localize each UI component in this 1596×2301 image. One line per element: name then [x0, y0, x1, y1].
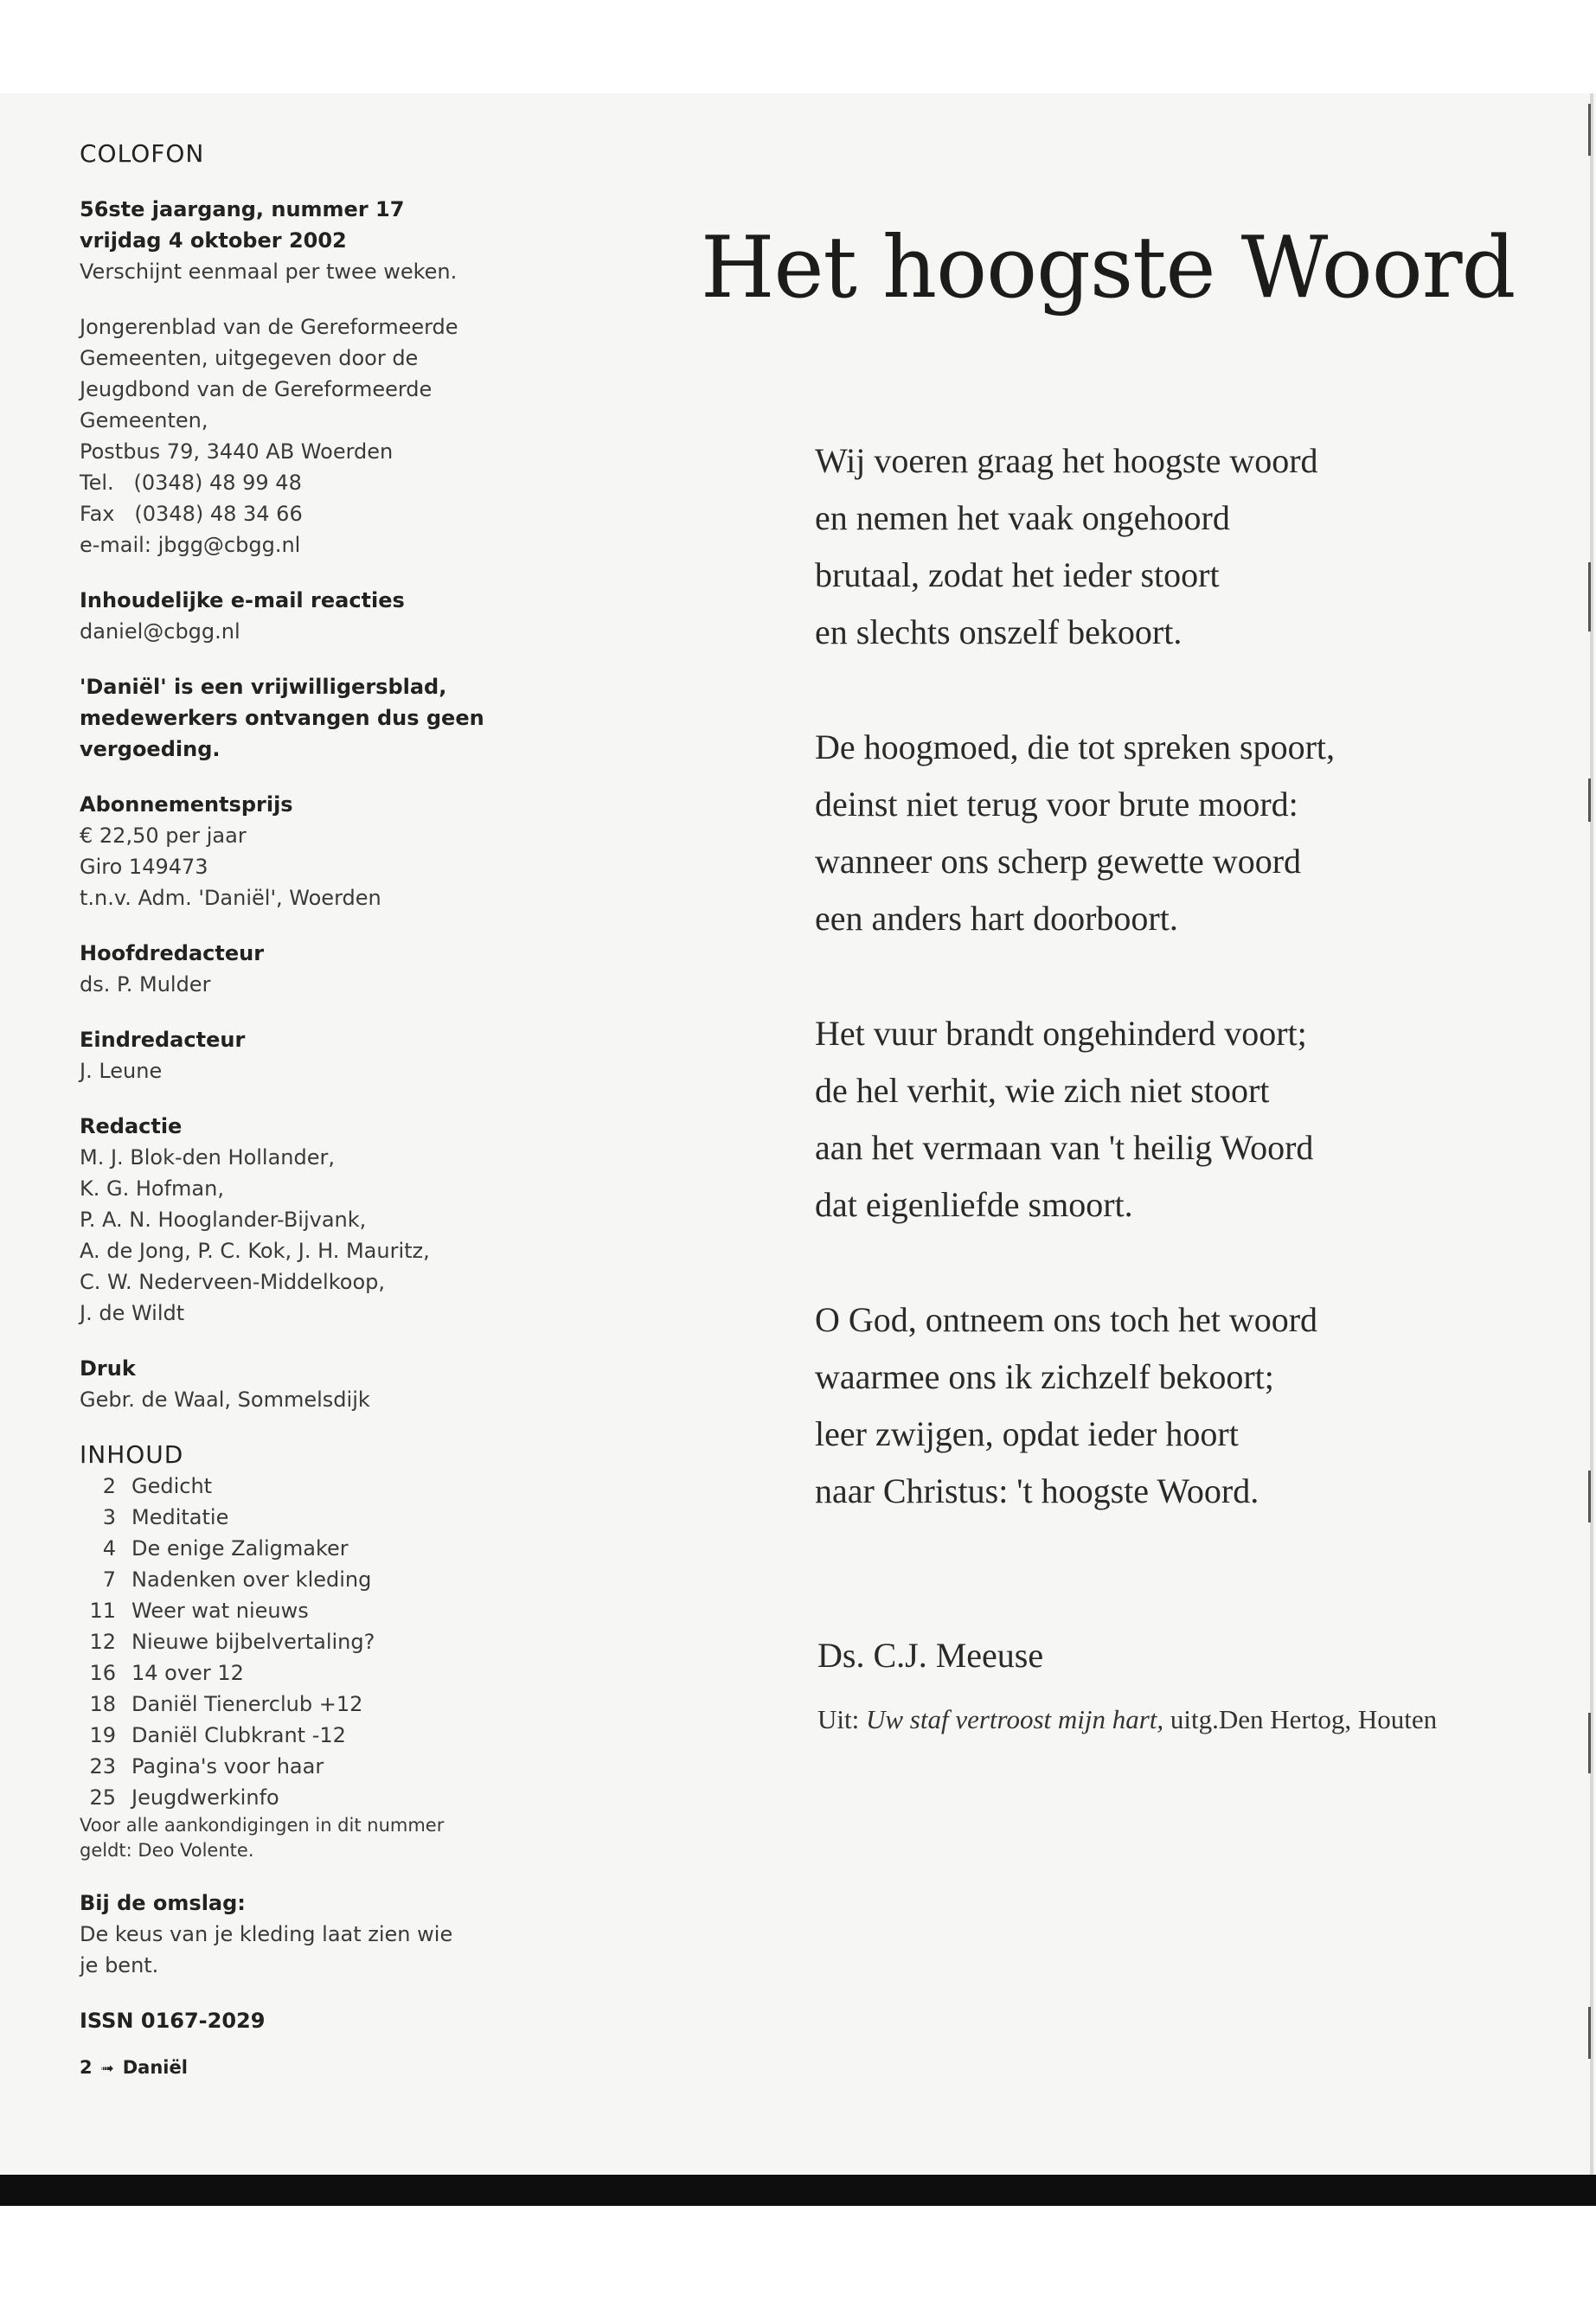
toc-item [80, 1720, 495, 1751]
subscription-account: t.n.v. Adm. 'Daniël', Woerden [80, 886, 381, 910]
phone: Tel. (0348) 48 99 48 [80, 471, 302, 495]
stanza [815, 433, 1524, 661]
publisher-line: Jongerenblad van de Gereformeerde [80, 315, 458, 339]
cover-label: Bij de omslag: [80, 1891, 246, 1915]
toc-title: Jeugdwerkinfo [131, 1785, 279, 1810]
toc-page: 3 [102, 1505, 116, 1529]
contents-note: geldt: Deo Volente. [80, 1840, 254, 1861]
issn: ISSN 0167-2029 [80, 2009, 266, 2033]
edge-mark [1588, 779, 1591, 822]
edge-mark [1588, 2007, 1591, 2059]
source-prefix: Uit: [817, 1704, 860, 1734]
verse: leer zwijgen, opdat ieder hoort [815, 1414, 1239, 1453]
verse: De hoogmoed, die tot spreken spoort, [815, 727, 1335, 766]
editorial-line: J. de Wildt [80, 1301, 185, 1325]
source-suffix: uitg.Den Hertog, Houten [1170, 1704, 1438, 1734]
volunteer-note [80, 671, 495, 765]
volunteer-line: 'Daniël' is een vrijwilligersblad, [80, 675, 447, 699]
toc-page: 2 [102, 1474, 116, 1498]
frequency: Verschijnt eenmaal per twee weken. [80, 260, 458, 284]
verse: een anders hart doorboort. [815, 899, 1178, 938]
page-footer [80, 2052, 495, 2085]
print-value: Gebr. de Waal, Sommelsdijk [80, 1388, 370, 1412]
toc-title: De enige Zaligmaker [131, 1536, 349, 1561]
toc-title: Nadenken over kleding [131, 1567, 372, 1592]
edge-mark [1588, 104, 1591, 156]
source-title: Uw staf vertroost mijn hart, [865, 1704, 1164, 1734]
volunteer-line: medewerkers ontvangen dus geen [80, 706, 484, 730]
verse: en nemen het vaak ongehoord [815, 498, 1230, 537]
edge-mark [1588, 1713, 1591, 1773]
page-edge [1590, 93, 1593, 2175]
toc-title: Meditatie [131, 1505, 229, 1529]
toc-page: 18 [89, 1692, 116, 1716]
email: e-mail: jbgg@cbgg.nl [80, 533, 301, 557]
fax: Fax (0348) 48 34 66 [80, 502, 303, 526]
toc-page: 11 [89, 1599, 116, 1623]
verse: dat eigenliefde smoort. [815, 1185, 1133, 1224]
toc-page: 23 [89, 1754, 116, 1779]
verse: deinst niet terug voor brute moord: [815, 785, 1298, 824]
print-label: Druk [80, 1356, 136, 1381]
edge-mark [1588, 1471, 1591, 1522]
final-editor-value: J. Leune [80, 1059, 163, 1083]
toc-item [80, 1751, 495, 1782]
chief-editor-label: Hoofdredacteur [80, 941, 265, 965]
toc-page: 25 [89, 1785, 116, 1810]
contents-note: Voor alle aankondigingen in dit nummer [80, 1815, 445, 1836]
toc-page: 12 [89, 1630, 116, 1654]
toc-page: 7 [102, 1567, 116, 1592]
bottom-margin [0, 2206, 1596, 2301]
postal-address: Postbus 79, 3440 AB Woerden [80, 439, 394, 464]
issue-date: vrijdag 4 oktober 2002 [80, 228, 347, 253]
cover-line: je bent. [80, 1953, 159, 1977]
verse: Wij voeren graag het hoogste woord [815, 441, 1318, 480]
verse: O God, ontneem ons toch het woord [815, 1300, 1318, 1339]
chief-editor-value: ds. P. Mulder [80, 972, 211, 997]
stanza [815, 1292, 1524, 1520]
editorial-line: A. de Jong, P. C. Kok, J. H. Mauritz, [80, 1239, 430, 1263]
issue-block [80, 194, 495, 287]
email-reactions-label: Inhoudelijke e-mail reacties [80, 588, 405, 612]
final-editor-label: Eindredacteur [80, 1028, 246, 1052]
toc-title: Daniël Clubkrant -12 [131, 1723, 346, 1747]
toc-item [80, 1595, 495, 1626]
stanza [815, 719, 1524, 947]
toc-title: Pagina's voor haar [131, 1754, 324, 1779]
print-block [80, 1353, 495, 1415]
toc-title: Weer wat nieuws [131, 1599, 309, 1623]
toc-item [80, 1471, 495, 1502]
stanza [815, 1005, 1524, 1234]
verse: waarmee ons ik zichzelf bekoort; [815, 1357, 1274, 1396]
poem-source [817, 1704, 1437, 1735]
toc-title: 14 over 12 [131, 1661, 244, 1685]
publisher-line: Gemeenten, uitgegeven door de [80, 346, 419, 370]
page-number: 2 [80, 2057, 93, 2078]
chief-editor-block [80, 938, 495, 1000]
editorial-line: K. G. Hofman, [80, 1176, 224, 1201]
toc-item [80, 1564, 495, 1595]
colofon-column [80, 138, 495, 2085]
subscription-price: € 22,50 per jaar [80, 824, 247, 848]
publisher-line: Jeugdbond van de Gereformeerde [80, 377, 433, 401]
publisher-line: Gemeenten, [80, 408, 208, 433]
verse: de hel verhit, wie zich niet stoort [815, 1071, 1270, 1110]
issue-line: 56ste jaargang, nummer 17 [80, 197, 405, 221]
verse: Het vuur brandt ongehinderd voort; [815, 1014, 1307, 1053]
toc-item [80, 1657, 495, 1689]
subscription-label: Abonnementsprijs [80, 792, 293, 817]
poem-title: Het hoogste Woord [701, 219, 1516, 317]
poem-body [815, 433, 1524, 1578]
publisher-block [80, 311, 495, 561]
final-editor-block [80, 1024, 495, 1086]
edge-mark [1588, 562, 1591, 631]
magazine-name: Daniël [122, 2057, 188, 2078]
toc-page: 4 [102, 1536, 116, 1561]
verse: naar Christus: 't hoogste Woord. [815, 1471, 1259, 1510]
contents-title: INHOUD [80, 1440, 184, 1469]
editorial-label: Redactie [80, 1114, 183, 1138]
verse: wanneer ons scherp gewette woord [815, 842, 1302, 881]
verse: en slechts onszelf bekoort. [815, 612, 1183, 651]
toc-item [80, 1689, 495, 1720]
cover-block [80, 1888, 495, 1981]
email-reactions-value: daniel@cbgg.nl [80, 619, 240, 644]
toc-item [80, 1533, 495, 1564]
bottom-rule [0, 2175, 1596, 2206]
cover-line: De keus van je kleding laat zien wie [80, 1922, 453, 1946]
colofon-title: COLOFON [80, 139, 205, 168]
editorial-line: C. W. Nederveen-Middelkoop, [80, 1270, 385, 1294]
toc-item [80, 1626, 495, 1657]
contents-block [80, 1439, 495, 1863]
subscription-giro: Giro 149473 [80, 855, 208, 879]
arrow-icon: ➟ [100, 2060, 114, 2078]
toc-item [80, 1782, 495, 1813]
subscription-block [80, 789, 495, 913]
toc-title: Daniël Tienerclub +12 [131, 1692, 363, 1716]
editorial-line: P. A. N. Hooglander-Bijvank, [80, 1208, 367, 1232]
toc-title: Gedicht [131, 1474, 213, 1498]
editorial-line: M. J. Blok-den Hollander, [80, 1145, 335, 1170]
verse: aan het vermaan van 't heilig Woord [815, 1128, 1314, 1167]
editorial-block [80, 1111, 495, 1329]
toc-item [80, 1502, 495, 1533]
volunteer-line: vergoeding. [80, 737, 221, 761]
toc-page: 19 [89, 1723, 116, 1747]
verse: brutaal, zodat het ieder stoort [815, 555, 1220, 594]
toc-title: Nieuwe bijbelvertaling? [131, 1630, 375, 1654]
email-reactions-block [80, 585, 495, 647]
poem-author: Ds. C.J. Meeuse [817, 1636, 1044, 1675]
toc-page: 16 [89, 1661, 116, 1685]
